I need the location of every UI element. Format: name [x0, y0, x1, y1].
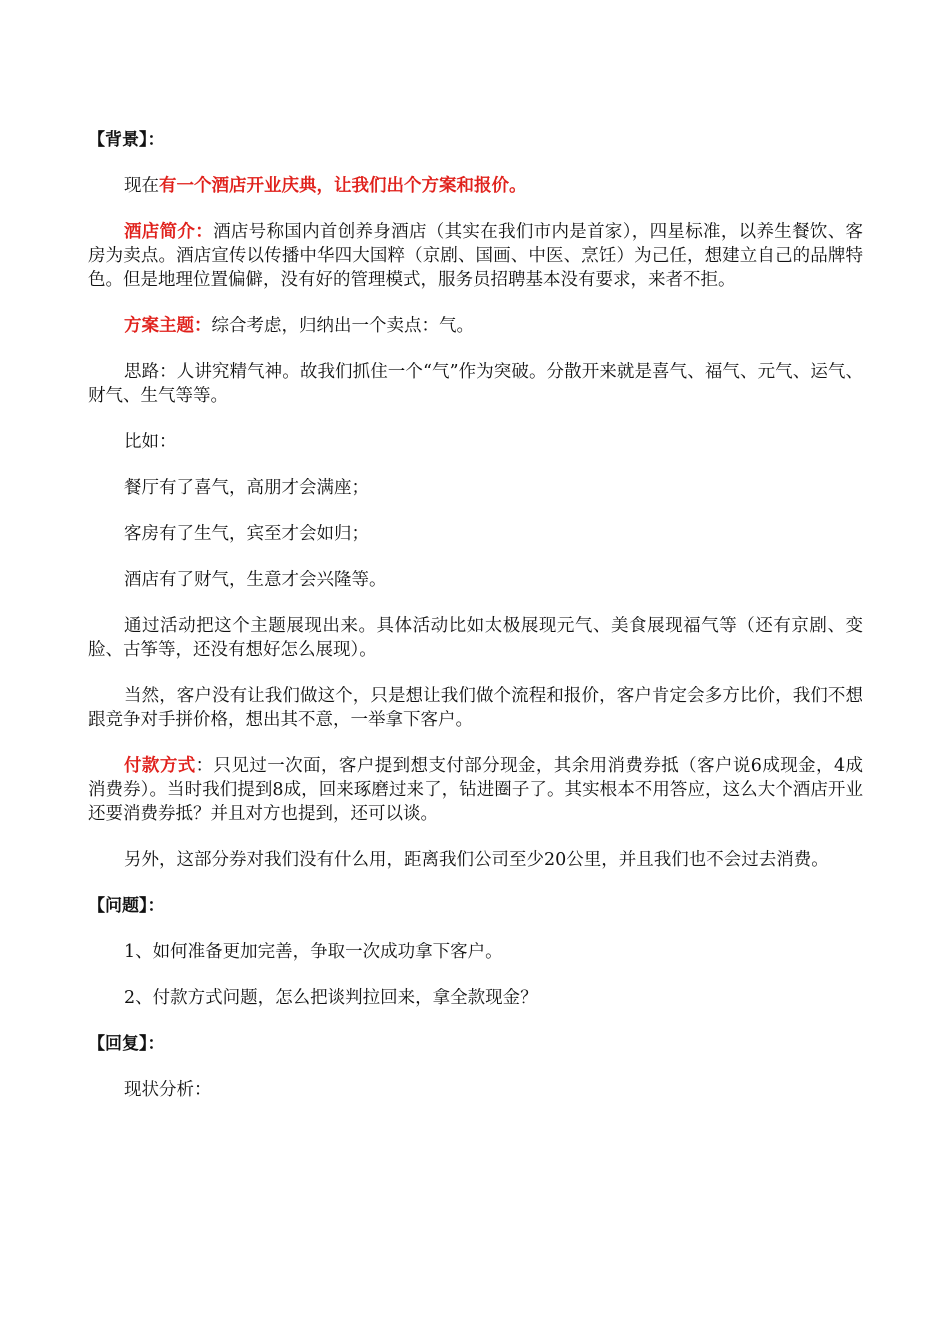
reply-first-line: 现状分析： [124, 1080, 212, 1100]
example-item: 餐厅有了喜气，高朋才会满座； [124, 478, 369, 498]
theme-paragraph [88, 314, 863, 338]
background-heading: 【背景】： [88, 130, 165, 150]
question-item: 2、付款方式问题，怎么把谈判拉回来，拿全款现金？ [124, 988, 538, 1008]
hotel-intro-text: 酒店号称国内首创养身酒店（其实在我们市内是首家），四星标准，以养生餐饮、客房为卖点。酒店宣传以传播中华四大国粹（京剧、国画、中医、烹饪）为己任，想建立自己的品牌特色。但是地理位置偏僻，没有好的管理模式，服务员招聘基本没有要求，来者不拒。 [88, 222, 864, 290]
intro-paragraph [88, 174, 863, 198]
hotel-intro-label: 酒店简介： [124, 222, 214, 242]
payment-label: 付款方式 [124, 756, 196, 776]
intro-prefix: 现在 [124, 176, 159, 196]
client-paragraph: 当然，客户没有让我们做这个，只是想让我们做个流程和报价，客户肯定会多方比价，我们不想跟竞争对手拼价格，想出其不意，一举拿下客户。 [88, 686, 863, 730]
theme-label: 方案主题： [124, 316, 212, 336]
question-item: 1、如何准备更加完善，争取一次成功拿下客户。 [124, 942, 503, 962]
intro-highlight: 有一个酒店开业庆典，让我们出个方案和报价。 [159, 176, 527, 196]
example-item: 客房有了生气，宾至才会如归； [124, 524, 369, 544]
idea-paragraph: 思路：人讲究精气神。故我们抓住一个“气”作为突破。分散开来就是喜气、福气、元气、运气、财气、生气等等。 [88, 362, 863, 406]
questions-heading: 【问题】： [88, 896, 165, 916]
document-page [88, 128, 863, 1102]
reply-heading: 【回复】： [88, 1034, 165, 1054]
payment-paragraph [88, 754, 863, 826]
payment-text: ：只见过一次面，客户提到想支付部分现金，其余用消费券抵（客户说6成现金，4成消费券）。当时我们提到8成，回来琢磨过来了，钻进圈子了。其实根本不用答应，这么大个酒店开业还要消费券抵？并且对方也提到，还可以谈。 [88, 756, 864, 824]
hotel-intro-paragraph [88, 220, 863, 292]
other-paragraph: 另外，这部分券对我们没有什么用，距离我们公司至少20公里，并且我们也不会过去消费。 [124, 850, 829, 870]
example-item: 酒店有了财气，生意才会兴隆等。 [124, 570, 387, 590]
example-intro: 比如： [124, 432, 177, 452]
activity-paragraph: 通过活动把这个主题展现出来。具体活动比如太极展现元气、美食展现福气等（还有京剧、变脸、古筝等，还没有想好怎么展现）。 [88, 616, 863, 660]
theme-text: 综合考虑，归纳出一个卖点：气。 [211, 316, 474, 336]
